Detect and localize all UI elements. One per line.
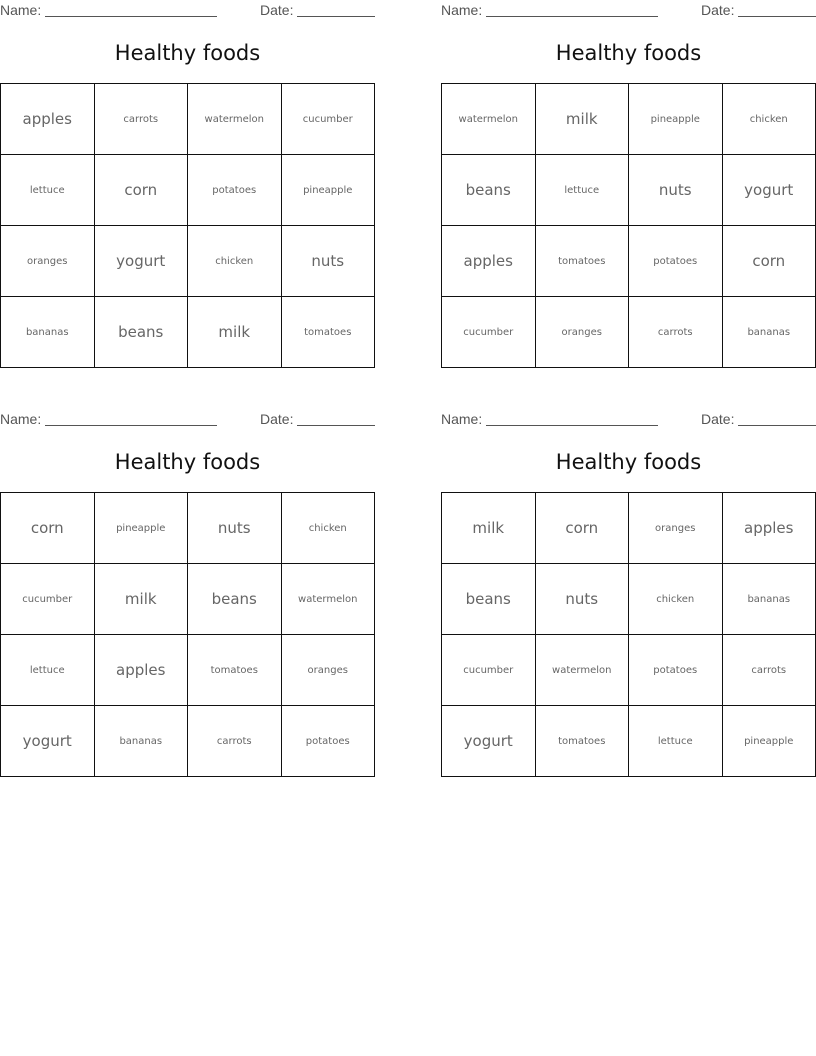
bingo-cell[interactable]: cucumber bbox=[281, 84, 375, 155]
bingo-cell[interactable]: pineapple bbox=[629, 84, 723, 155]
bingo-grid bbox=[441, 83, 816, 368]
bingo-cell[interactable]: apples bbox=[722, 493, 816, 564]
grid-row bbox=[1, 297, 375, 368]
bingo-cell[interactable]: yogurt bbox=[442, 706, 536, 777]
bingo-cell[interactable]: tomatoes bbox=[281, 297, 375, 368]
bingo-cell[interactable]: chicken bbox=[188, 226, 282, 297]
date-label: Date: bbox=[701, 411, 735, 427]
bingo-card bbox=[0, 0, 375, 341]
date-field[interactable] bbox=[297, 2, 375, 17]
name-field[interactable] bbox=[486, 411, 658, 426]
bingo-cell[interactable]: cucumber bbox=[1, 564, 95, 635]
bingo-cell[interactable]: carrots bbox=[722, 635, 816, 706]
bingo-cell[interactable]: oranges bbox=[629, 493, 723, 564]
bingo-cell[interactable]: corn bbox=[94, 155, 188, 226]
grid-row bbox=[1, 155, 375, 226]
bingo-cell[interactable]: pineapple bbox=[94, 493, 188, 564]
grid-row bbox=[1, 706, 375, 777]
grid-row bbox=[442, 493, 816, 564]
name-date-header bbox=[441, 0, 816, 20]
bingo-cell[interactable]: nuts bbox=[188, 493, 282, 564]
bingo-cell[interactable]: oranges bbox=[1, 226, 95, 297]
bingo-cell[interactable]: bananas bbox=[722, 297, 816, 368]
bingo-cell[interactable]: milk bbox=[188, 297, 282, 368]
bingo-cell[interactable]: lettuce bbox=[629, 706, 723, 777]
date-label: Date: bbox=[260, 411, 294, 427]
bingo-cell[interactable]: lettuce bbox=[1, 635, 95, 706]
bingo-cell[interactable]: nuts bbox=[629, 155, 723, 226]
grid-row bbox=[442, 564, 816, 635]
bingo-cell[interactable]: oranges bbox=[535, 297, 629, 368]
bingo-cell[interactable]: beans bbox=[442, 564, 536, 635]
date-field[interactable] bbox=[738, 411, 816, 426]
bingo-cell[interactable]: lettuce bbox=[1, 155, 95, 226]
date-label: Date: bbox=[701, 2, 735, 18]
bingo-cell[interactable]: tomatoes bbox=[535, 226, 629, 297]
bingo-cell[interactable]: bananas bbox=[722, 564, 816, 635]
bingo-cell[interactable]: pineapple bbox=[281, 155, 375, 226]
bingo-cell[interactable]: yogurt bbox=[722, 155, 816, 226]
bingo-cell[interactable]: cucumber bbox=[442, 635, 536, 706]
name-date-header bbox=[0, 0, 375, 20]
bingo-cell[interactable]: pineapple bbox=[722, 706, 816, 777]
name-field[interactable] bbox=[45, 411, 217, 426]
grid-row bbox=[1, 635, 375, 706]
grid-row bbox=[1, 493, 375, 564]
date-label: Date: bbox=[260, 2, 294, 18]
date-field[interactable] bbox=[297, 411, 375, 426]
name-date-header bbox=[441, 409, 816, 429]
bingo-cell[interactable]: potatoes bbox=[188, 155, 282, 226]
name-date-header bbox=[0, 409, 375, 429]
bingo-cell[interactable]: carrots bbox=[94, 84, 188, 155]
name-label: Name: bbox=[0, 2, 42, 18]
grid-row bbox=[1, 226, 375, 297]
card-title: Healthy foods bbox=[555, 41, 702, 65]
bingo-cell[interactable]: potatoes bbox=[281, 706, 375, 777]
bingo-cell[interactable]: nuts bbox=[281, 226, 375, 297]
bingo-cell[interactable]: potatoes bbox=[629, 635, 723, 706]
bingo-cell[interactable]: apples bbox=[442, 226, 536, 297]
card-title: Healthy foods bbox=[114, 41, 261, 65]
bingo-cell[interactable]: corn bbox=[535, 493, 629, 564]
grid-row bbox=[442, 706, 816, 777]
name-label: Name: bbox=[441, 411, 483, 427]
grid-row bbox=[442, 297, 816, 368]
bingo-grid bbox=[0, 492, 375, 777]
card-title: Healthy foods bbox=[555, 450, 702, 474]
bingo-cell[interactable]: milk bbox=[535, 84, 629, 155]
bingo-cell[interactable]: carrots bbox=[188, 706, 282, 777]
bingo-cell[interactable]: cucumber bbox=[442, 297, 536, 368]
bingo-cell[interactable]: tomatoes bbox=[188, 635, 282, 706]
bingo-cell[interactable]: bananas bbox=[94, 706, 188, 777]
bingo-cell[interactable]: oranges bbox=[281, 635, 375, 706]
bingo-cell[interactable]: beans bbox=[442, 155, 536, 226]
name-field[interactable] bbox=[45, 2, 217, 17]
bingo-cell[interactable]: watermelon bbox=[442, 84, 536, 155]
bingo-cell[interactable]: lettuce bbox=[535, 155, 629, 226]
grid-row bbox=[442, 84, 816, 155]
bingo-cell[interactable]: apples bbox=[1, 84, 95, 155]
bingo-card bbox=[0, 409, 375, 750]
bingo-cell[interactable]: apples bbox=[94, 635, 188, 706]
bingo-cell[interactable]: carrots bbox=[629, 297, 723, 368]
bingo-cell[interactable]: potatoes bbox=[629, 226, 723, 297]
bingo-cell[interactable]: beans bbox=[94, 297, 188, 368]
bingo-cell[interactable]: corn bbox=[1, 493, 95, 564]
bingo-cell[interactable]: milk bbox=[94, 564, 188, 635]
bingo-cell[interactable]: chicken bbox=[722, 84, 816, 155]
bingo-cell[interactable]: tomatoes bbox=[535, 706, 629, 777]
bingo-card bbox=[441, 409, 816, 750]
bingo-grid bbox=[441, 492, 816, 777]
bingo-cell[interactable]: milk bbox=[442, 493, 536, 564]
bingo-cell[interactable]: yogurt bbox=[1, 706, 95, 777]
bingo-cell[interactable]: chicken bbox=[281, 493, 375, 564]
name-label: Name: bbox=[441, 2, 483, 18]
bingo-cell[interactable]: watermelon bbox=[188, 84, 282, 155]
bingo-cell[interactable]: beans bbox=[188, 564, 282, 635]
name-field[interactable] bbox=[486, 2, 658, 17]
grid-row bbox=[442, 155, 816, 226]
card-title: Healthy foods bbox=[114, 450, 261, 474]
grid-row bbox=[442, 226, 816, 297]
grid-row bbox=[1, 84, 375, 155]
bingo-cell[interactable]: corn bbox=[722, 226, 816, 297]
bingo-cell[interactable]: watermelon bbox=[281, 564, 375, 635]
name-label: Name: bbox=[0, 411, 42, 427]
bingo-cell[interactable]: bananas bbox=[1, 297, 95, 368]
bingo-cell[interactable]: yogurt bbox=[94, 226, 188, 297]
date-field[interactable] bbox=[738, 2, 816, 17]
grid-row bbox=[442, 635, 816, 706]
bingo-cell[interactable]: nuts bbox=[535, 564, 629, 635]
grid-row bbox=[1, 564, 375, 635]
bingo-cell[interactable]: watermelon bbox=[535, 635, 629, 706]
bingo-cell[interactable]: chicken bbox=[629, 564, 723, 635]
bingo-grid bbox=[0, 83, 375, 368]
bingo-card bbox=[441, 0, 816, 338]
